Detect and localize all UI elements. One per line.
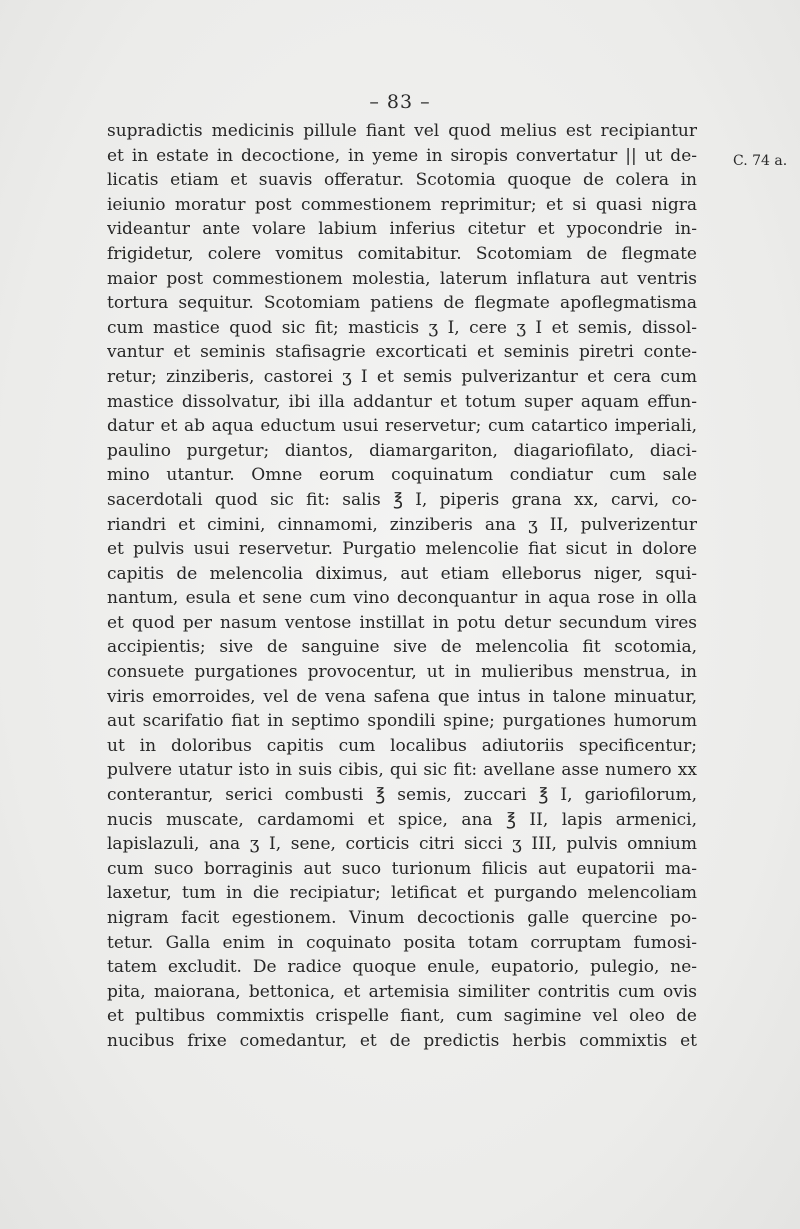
text-line: riandri et cimini, cinnamomi, zinziberis ana ʒ II, pulverizentur — [107, 514, 697, 535]
text-line: tetur. Galla enim in coquinato posita totam corruptam fumosi- — [107, 932, 697, 953]
text-line: cum mastice quod sic fit; masticis ʒ I, cere ʒ I et semis, dissol- — [107, 317, 697, 338]
text-line: viris emorroides, vel de vena safena que intus in talone minuatur, — [107, 686, 697, 707]
text-line: cum suco borraginis aut suco turionum filicis aut eupatorii ma- — [107, 858, 697, 879]
text-line: et quod per nasum ventose instillat in potu detur secundum vires — [107, 612, 697, 633]
text-line: sacerdotali quod sic fit: salis ℥ I, piperis grana xx, carvi, co- — [107, 489, 697, 510]
text-line: licatis etiam et suavis offeratur. Scotomia quoque de colera in — [107, 170, 697, 191]
text-line: laxetur, tum in die recipiatur; letificat et purgando melencoliam — [107, 883, 697, 904]
text-line: nucibus frixe comedantur, et de predictis herbis commixtis et — [107, 1030, 697, 1051]
text-line: lapislazuli, ana ʒ I, sene, corticis citri sicci ʒ III, pulvis omnium — [107, 834, 697, 855]
margin-note: C. 74 a. — [733, 153, 788, 169]
text-line: pita, maiorana, bettonica, et artemisia similiter contritis cum ovis — [107, 981, 697, 1002]
text-line: vantur et seminis stafisagrie excorticati et seminis piretri conte- — [107, 342, 697, 363]
text-line: datur et ab aqua eductum usui reservetur; cum catartico imperiali, — [107, 416, 697, 437]
text-line: pulvere utatur isto in suis cibis, qui sic fit: avellane asse numero xx — [107, 760, 697, 781]
text-line: mino utantur. Omne eorum coquinatum condiatur cum sale — [107, 465, 697, 486]
text-line: et pulvis usui reservetur. Purgatio melencolie fiat sicut in dolore — [107, 539, 697, 560]
text-line: ut in doloribus capitis cum localibus adiutoriis specificentur; — [107, 735, 697, 756]
text-line: et in estate in decoctione, in yeme in siropis convertatur || ut de- — [107, 145, 697, 166]
text-line: nantum, esula et sene cum vino deconquantur in aqua rose in olla — [107, 588, 697, 609]
text-line: et pultibus commixtis crispelle fiant, cum sagimine vel oleo de — [107, 1006, 697, 1027]
text-line: paulino purgetur; diantos, diamargariton, diagariofilato, diaci- — [107, 440, 697, 461]
text-line: mastice dissolvatur, ibi illa addantur et totum super aquam effun- — [107, 391, 697, 412]
text-line: capitis de melencolia diximus, aut etiam elleborus niger, squi- — [107, 563, 697, 584]
text-line: supradictis medicinis pillule fiant vel quod melius est recipiantur — [107, 121, 697, 141]
text-line: accipientis; sive de sanguine sive de melencolia fit scotomia, — [107, 637, 697, 658]
text-line: ieiunio moratur post commestionem reprimitur; et si quasi nigra — [107, 194, 697, 215]
page-number: – 83 – — [369, 91, 431, 113]
text-line: videantur ante volare labium inferius citetur et ypocondrie in- — [107, 219, 697, 240]
text-line: aut scarifatio fiat in septimo spondili spine; purgationes humorum — [107, 711, 697, 732]
text-line: nigram facit egestionem. Vinum decoctionis galle quercine po- — [107, 908, 697, 928]
text-line: conterantur, serici combusti ℥ semis, zuccari ℥ I, gariofilorum, — [107, 785, 697, 806]
text-line: nucis muscate, cardamomi et spice, ana ℥ II, lapis armenici, — [107, 809, 697, 830]
text-line: consuete purgationes provocentur, ut in mulieribus menstrua, in — [107, 662, 697, 683]
body-text — [107, 119, 697, 1054]
text-line: retur; zinziberis, castorei ʒ I et semis pulverizantur et cera cum — [107, 366, 697, 387]
text-line: tatem excludit. De radice quoque enule, eupatorio, pulegio, ne- — [107, 957, 697, 978]
text-line: frigidetur, colere vomitus comitabitur. Scotomiam de flegmate — [107, 243, 697, 264]
text-line: tortura sequitur. Scotomiam patiens de flegmate apoflegmatisma — [107, 293, 697, 314]
text-line: maior post commestionem molestia, laterum inflatura aut ventris — [107, 268, 697, 289]
